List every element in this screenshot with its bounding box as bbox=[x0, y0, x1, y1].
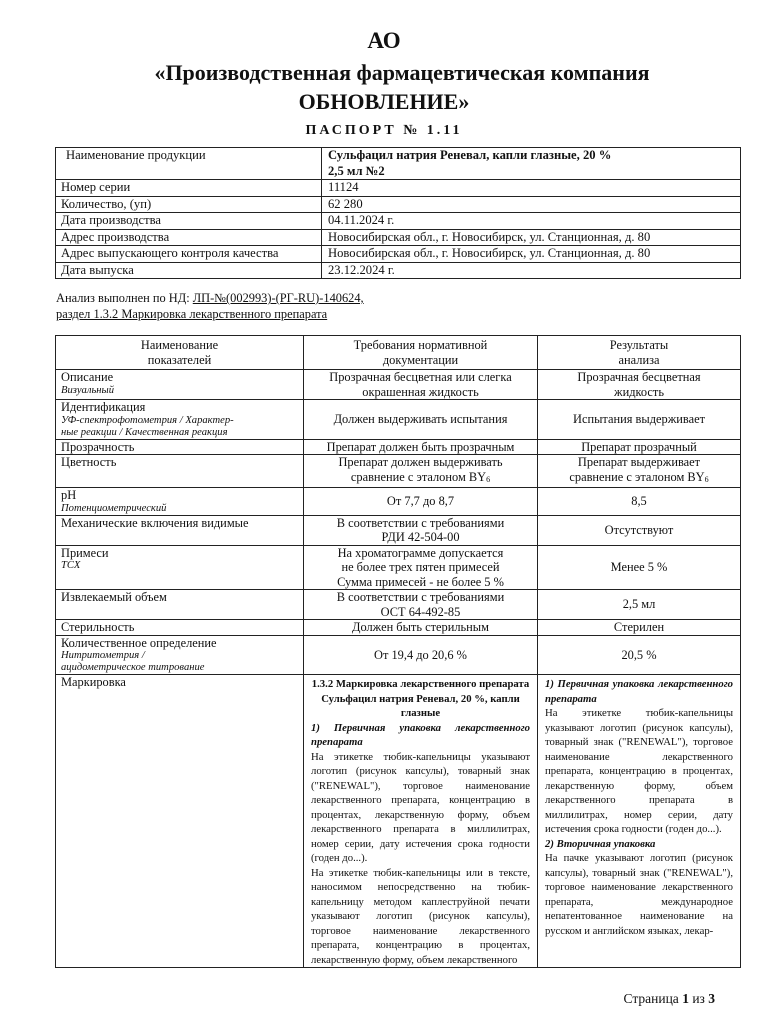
requirement-text: Сумма примесей - не более 5 % bbox=[337, 574, 504, 589]
table-row bbox=[56, 213, 741, 230]
requirement-subtitle: 1) Первичная упаковка лекарственного препарата bbox=[311, 721, 530, 748]
requirement-title: 1.3.2 Маркировка лекарственного препарата bbox=[311, 678, 530, 690]
result-cell: 2,5 мл bbox=[538, 590, 741, 620]
indicator-method: Потенциометрический bbox=[61, 502, 167, 514]
result-text: сравнение с эталоном BY bbox=[569, 469, 705, 484]
col-header-text: документации bbox=[382, 352, 459, 367]
requirement-cell bbox=[304, 545, 538, 590]
result-cell bbox=[538, 675, 741, 968]
result-cell: 8,5 bbox=[538, 488, 741, 516]
info-value: Новосибирская обл., г. Новосибирск, ул. Станционная, д. 80 bbox=[322, 229, 741, 246]
table-row bbox=[56, 488, 741, 516]
table-row bbox=[56, 196, 741, 213]
result-cell: 20,5 % bbox=[538, 635, 741, 675]
table-row bbox=[56, 246, 741, 263]
result-cell bbox=[538, 370, 741, 400]
result-cell: Стерилен bbox=[538, 620, 741, 636]
requirement-text: ОСТ 64-492-85 bbox=[380, 604, 461, 619]
indicator-name: Количественное определение bbox=[61, 635, 217, 650]
requirement-paragraph: На этикетке тюбик-капельницы или в тексте, наносимом непосредственно на тюбик-капельницу методом каплеструйной печати указывают логотип (рисунок капсулы), торговое наименование лекарственного препарата, концентрацию в процентах, лекарственную форму, объем лекарственного bbox=[311, 866, 530, 966]
info-label: Адрес выпускающего контроля качества bbox=[56, 246, 322, 263]
requirement-text: На хроматограмме допускается bbox=[337, 545, 504, 560]
requirement-cell: Должен выдерживать испытания bbox=[304, 400, 538, 440]
col-header-text: показателей bbox=[147, 352, 212, 367]
table-row bbox=[56, 400, 741, 440]
requirement-cell bbox=[304, 370, 538, 400]
page-current: 1 bbox=[682, 991, 689, 1006]
product-info-table bbox=[55, 147, 741, 279]
col-header-text: Результаты bbox=[609, 338, 669, 352]
page-separator: из bbox=[688, 991, 709, 1006]
indicator-name: Механические включения видимые bbox=[56, 515, 304, 545]
indicator-name: Прозрачность bbox=[56, 439, 304, 455]
requirement-cell: Должен быть стерильным bbox=[304, 620, 538, 636]
indicator-name: Описание bbox=[61, 370, 114, 384]
indicator-cell bbox=[56, 488, 304, 516]
indicator-name: Примеси bbox=[61, 545, 109, 560]
subscript: 6 bbox=[486, 474, 491, 484]
requirement-cell bbox=[304, 455, 538, 488]
info-value: 04.11.2024 г. bbox=[322, 213, 741, 230]
result-text: Препарат выдерживает bbox=[577, 455, 701, 469]
info-label: Номер серии bbox=[56, 180, 322, 197]
table-row bbox=[56, 229, 741, 246]
table-row bbox=[56, 515, 741, 545]
table-row bbox=[56, 635, 741, 675]
company-type: АО bbox=[367, 28, 401, 53]
page-total: 3 bbox=[708, 991, 715, 1006]
result-text: Прозрачная бесцветная bbox=[577, 370, 701, 384]
col-header-text: анализа bbox=[618, 352, 660, 367]
indicator-name: Маркировка bbox=[56, 675, 304, 968]
result-cell: Отсутствуют bbox=[538, 515, 741, 545]
product-value-line2: 2,5 мл №2 bbox=[328, 163, 385, 178]
col-header-indicator bbox=[56, 336, 304, 370]
indicator-method: ТСХ bbox=[61, 560, 81, 571]
product-value-line1: Сульфацил натрия Реневал, капли глазные, 20 % bbox=[328, 148, 612, 162]
table-row bbox=[56, 180, 741, 197]
subscript: 6 bbox=[704, 474, 709, 484]
result-cell: Препарат прозрачный bbox=[538, 439, 741, 455]
company-name-line2: ОБНОВЛЕНИЕ» bbox=[298, 89, 470, 114]
requirement-cell: Препарат должен быть прозрачным bbox=[304, 439, 538, 455]
info-label: Дата производства bbox=[56, 213, 322, 230]
col-header-text: Требования нормативной bbox=[353, 338, 488, 352]
table-row bbox=[56, 370, 741, 400]
result-paragraph: На этикетке тюбик-капельницы указывают логотип (рисунок капсулы), товарный знак ("RENEWAL"), торговое наименование лекарственного препарата, концентрацию в процентах, лекарственную форму, объем лекарственного препарата в миллилитрах, номер серии, дату истечения срока годности (годен до...). bbox=[545, 707, 733, 835]
nd-link: ЛП-№(002993)-(РГ-RU)-140624, bbox=[192, 291, 364, 305]
result-subtitle: 1) Первичная упаковка лекарственного препарата bbox=[545, 678, 733, 705]
table-header-row bbox=[56, 336, 741, 370]
requirement-text: РДИ 42-504-00 bbox=[381, 530, 460, 544]
result-paragraph: На пачке указывают логотип (рисунок капсулы), товарный знак ("RENEWAL"), торговое наименование лекарственного препарата, международное непатентованное наименование на русском и английском языках, лекар- bbox=[545, 852, 733, 937]
page-prefix: Страница bbox=[623, 991, 683, 1006]
requirement-paragraph: На этикетке тюбик-капельницы указывают логотип (рисунок капсулы), товарный знак ("RENEWAL"), торговое наименование лекарственного препарата, концентрацию в процентах, лекарственную форму, объем лекарственного препарата в миллилитрах, номер серии, дату истечения срока годности (годен до...). bbox=[311, 750, 530, 864]
normative-document-note bbox=[56, 291, 364, 322]
indicator-cell bbox=[56, 545, 304, 590]
requirement-text: В соответствии с требованиями bbox=[336, 515, 505, 530]
product-label: Наименование продукции bbox=[56, 148, 322, 180]
indicator-method: Визуальный bbox=[61, 384, 114, 396]
indicator-method: ные реакции / Качественная реакция bbox=[61, 426, 228, 438]
info-value: 62 280 bbox=[322, 196, 741, 213]
requirement-cell: От 7,7 до 8,7 bbox=[304, 488, 538, 516]
indicator-name: Идентификация bbox=[61, 400, 146, 414]
nd-section: раздел 1.3.2 Маркировка лекарственного препарата bbox=[56, 306, 328, 321]
requirement-cell: От 19,4 до 20,6 % bbox=[304, 635, 538, 675]
requirement-cell bbox=[304, 515, 538, 545]
info-value: 23.12.2024 г. bbox=[322, 262, 741, 279]
requirement-title: Сульфацил натрия Реневал, 20 %, капли глазные bbox=[321, 692, 520, 719]
result-subtitle: 2) Вторичная упаковка bbox=[545, 837, 656, 850]
result-cell: Испытания выдерживает bbox=[538, 400, 741, 440]
info-label: Адрес производства bbox=[56, 229, 322, 246]
indicator-method: УФ-спектрофотометрия / Характер- bbox=[61, 414, 234, 426]
requirement-text: В соответствии с требованиями bbox=[336, 590, 505, 604]
col-header-requirements bbox=[304, 336, 538, 370]
table-row bbox=[56, 439, 741, 455]
passport-title: ПАСПОРТ № 1.11 bbox=[305, 123, 463, 138]
requirement-text: сравнение с эталоном BY bbox=[350, 469, 487, 484]
result-cell: Менее 5 % bbox=[538, 545, 741, 590]
product-value bbox=[322, 148, 741, 180]
table-row bbox=[56, 620, 741, 636]
result-text: жидкость bbox=[614, 384, 664, 399]
requirement-text: не более трех пятен примесей bbox=[341, 560, 500, 574]
requirement-text: Прозрачная бесцветная или слегка bbox=[329, 370, 512, 384]
company-name-line1: «Производственная фармацевтическая компания bbox=[154, 60, 650, 85]
info-label: Дата выпуска bbox=[56, 262, 322, 279]
table-row bbox=[56, 148, 741, 180]
col-header-text: Наименование bbox=[140, 338, 219, 352]
requirement-cell bbox=[304, 590, 538, 620]
requirement-text: Препарат должен выдерживать bbox=[338, 455, 503, 469]
indicator-method: Нитритометрия / bbox=[61, 650, 145, 661]
indicator-cell bbox=[56, 370, 304, 400]
indicator-name: Цветность bbox=[56, 455, 304, 488]
table-row bbox=[56, 262, 741, 279]
requirement-cell bbox=[304, 675, 538, 968]
info-label: Количество, (уп) bbox=[56, 196, 322, 213]
analysis-table bbox=[55, 335, 741, 968]
table-row bbox=[56, 455, 741, 488]
page-number bbox=[560, 991, 715, 1007]
indicator-cell bbox=[56, 635, 304, 675]
table-row bbox=[56, 590, 741, 620]
indicator-method: ацидометрическое титрование bbox=[61, 662, 205, 673]
indicator-name: pH bbox=[61, 488, 77, 502]
result-cell bbox=[538, 455, 741, 488]
col-header-results bbox=[538, 336, 741, 370]
indicator-name: Стерильность bbox=[56, 620, 304, 636]
table-row bbox=[56, 545, 741, 590]
indicator-name: Извлекаемый объем bbox=[56, 590, 304, 620]
table-row bbox=[56, 675, 741, 968]
requirement-text: окрашенная жидкость bbox=[362, 384, 479, 399]
nd-prefix: Анализ выполнен по НД: bbox=[56, 291, 193, 305]
indicator-cell bbox=[56, 400, 304, 440]
info-value: 11124 bbox=[322, 180, 741, 197]
info-value: Новосибирская обл., г. Новосибирск, ул. Станционная, д. 80 bbox=[322, 246, 741, 263]
